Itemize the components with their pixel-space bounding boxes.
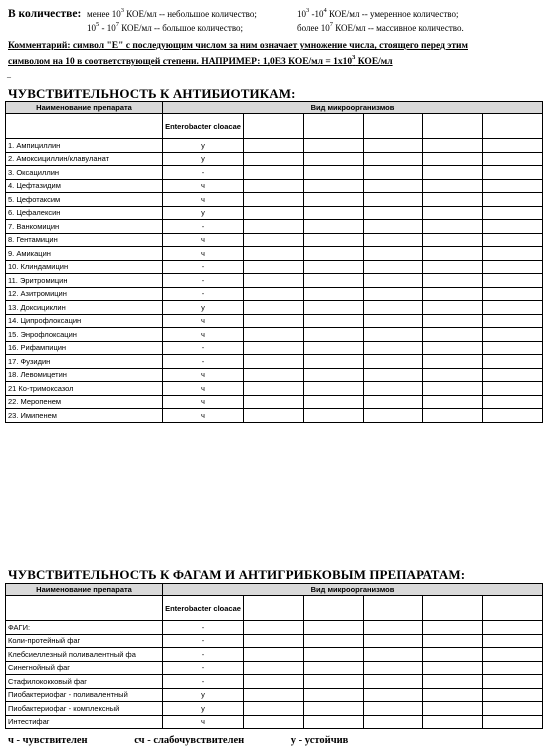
drug-name: 7. Ванкомицин xyxy=(6,220,163,234)
sensitivity-value: ч xyxy=(163,247,244,261)
drug-name: Клебсиеллезный поливалентный фа xyxy=(6,648,163,662)
table-row xyxy=(6,260,543,274)
empty-cell xyxy=(423,328,483,342)
table-row xyxy=(6,702,543,716)
drug-name: 9. Амикацин xyxy=(6,247,163,261)
empty-cell xyxy=(423,301,483,315)
table-row xyxy=(6,152,543,166)
table-row xyxy=(6,648,543,662)
empty-cell xyxy=(303,206,363,220)
empty-cell xyxy=(423,247,483,261)
legend-weak: сч - слабочувствителен xyxy=(134,735,245,746)
sensitivity-value: - xyxy=(163,341,244,355)
empty-cell xyxy=(303,355,363,369)
empty-cell xyxy=(303,395,363,409)
empty-cell xyxy=(483,648,543,662)
empty-cell xyxy=(423,233,483,247)
dash-mark: – xyxy=(7,72,11,81)
phages-title: ЧУВСТВИТЕЛЬНОСТЬ К ФАГАМ И АНТИГРИБКОВЫМ ПРЕПАРАТАМ: xyxy=(8,567,466,582)
empty-cell xyxy=(363,661,423,675)
empty-cell xyxy=(244,382,304,396)
empty-cell xyxy=(483,287,543,301)
empty-cell xyxy=(483,702,543,716)
empty-cell xyxy=(244,287,304,301)
drug-name: Синегнойный фаг xyxy=(6,661,163,675)
empty-cell xyxy=(244,114,304,139)
empty-cell xyxy=(363,301,423,315)
empty-cell xyxy=(303,220,363,234)
drug-name: Интестифаг xyxy=(6,715,163,729)
empty-cell xyxy=(303,287,363,301)
empty-cell xyxy=(303,661,363,675)
table-row xyxy=(6,368,543,382)
sensitivity-value: - xyxy=(163,274,244,288)
drug-name: 2. Амоксициллин/клавуланат xyxy=(6,152,163,166)
empty-cell xyxy=(303,233,363,247)
phages-table xyxy=(5,583,543,729)
empty-cell xyxy=(483,675,543,689)
empty-cell xyxy=(363,634,423,648)
empty-cell xyxy=(483,114,543,139)
empty-cell xyxy=(423,661,483,675)
empty-cell xyxy=(423,260,483,274)
empty-cell xyxy=(363,114,423,139)
empty-cell xyxy=(483,634,543,648)
drug-name: Пиобактериофаг - поливалентный xyxy=(6,688,163,702)
empty-cell xyxy=(483,247,543,261)
sensitivity-value: - xyxy=(163,287,244,301)
empty-cell xyxy=(244,634,304,648)
empty-cell xyxy=(303,596,363,621)
empty-cell xyxy=(363,596,423,621)
empty-cell xyxy=(303,368,363,382)
empty-cell xyxy=(6,114,163,139)
sensitivity-value: - xyxy=(163,621,244,635)
table-row xyxy=(6,328,543,342)
empty-cell xyxy=(423,382,483,396)
empty-cell xyxy=(483,409,543,423)
empty-cell xyxy=(244,233,304,247)
empty-cell xyxy=(363,675,423,689)
empty-cell xyxy=(363,688,423,702)
empty-cell xyxy=(423,166,483,180)
column-header-drug: Наименование препарата xyxy=(6,584,163,596)
empty-cell xyxy=(363,166,423,180)
table-row xyxy=(6,661,543,675)
table-row xyxy=(6,206,543,220)
empty-cell xyxy=(244,368,304,382)
empty-cell xyxy=(6,596,163,621)
antibiotics-title: ЧУВСТВИТЕЛЬНОСТЬ К АНТИБИОТИКАМ: xyxy=(8,86,296,101)
table-row xyxy=(6,193,543,207)
drug-name: 3. Оксациллин xyxy=(6,166,163,180)
empty-cell xyxy=(363,260,423,274)
comment xyxy=(8,40,543,68)
drug-name: 11. Эритромицин xyxy=(6,274,163,288)
empty-cell xyxy=(483,139,543,153)
empty-cell xyxy=(244,301,304,315)
empty-cell xyxy=(303,314,363,328)
empty-cell xyxy=(303,179,363,193)
empty-cell xyxy=(303,193,363,207)
empty-cell xyxy=(363,206,423,220)
quantity-line-massive: более $10^7$ КОЕ/мл -- массивное количество. xyxy=(297,21,464,33)
organism-name: Enterobacter cloacae xyxy=(163,114,244,139)
empty-cell xyxy=(363,274,423,288)
empty-cell xyxy=(363,328,423,342)
empty-cell xyxy=(483,166,543,180)
empty-cell xyxy=(303,409,363,423)
empty-cell xyxy=(423,152,483,166)
empty-cell xyxy=(363,395,423,409)
empty-cell xyxy=(303,166,363,180)
empty-cell xyxy=(363,702,423,716)
comment-line-2: символом на 10 в соответствующей степени. НАПРИМЕР: 1,0Е3 $КОЕ/мл = 1x10^3$ КОЕ/мл xyxy=(8,54,393,67)
drug-name: 23. Имипенем xyxy=(6,409,163,423)
legend-resistant: у - устойчив xyxy=(290,735,349,746)
table-row xyxy=(6,287,543,301)
empty-cell xyxy=(483,596,543,621)
sensitivity-value: ч xyxy=(163,382,244,396)
empty-cell xyxy=(483,274,543,288)
sensitivity-value: ч xyxy=(163,368,244,382)
empty-cell xyxy=(423,634,483,648)
quantity-line-small: менее $10^3$ КОЕ/мл -- небольшое количество; xyxy=(87,7,257,19)
empty-cell xyxy=(244,341,304,355)
organism-name: Enterobacter cloacae xyxy=(163,596,244,621)
empty-cell xyxy=(483,395,543,409)
empty-cell xyxy=(303,152,363,166)
empty-cell xyxy=(423,314,483,328)
empty-cell xyxy=(303,382,363,396)
empty-cell xyxy=(483,715,543,729)
empty-cell xyxy=(423,206,483,220)
sensitivity-value: у xyxy=(163,152,244,166)
empty-cell xyxy=(363,382,423,396)
empty-cell xyxy=(423,688,483,702)
empty-cell xyxy=(483,260,543,274)
empty-cell xyxy=(303,114,363,139)
drug-name: 22. Меропенем xyxy=(6,395,163,409)
empty-cell xyxy=(303,648,363,662)
table-row xyxy=(6,220,543,234)
empty-cell xyxy=(363,233,423,247)
comment-line-1: Комментарий: символ "Е" с последующим числом за ним означает умножение числа, стоящего перед этим xyxy=(8,41,468,51)
empty-cell xyxy=(423,395,483,409)
drug-name: 4. Цефтазидим xyxy=(6,179,163,193)
empty-cell xyxy=(423,702,483,716)
sensitivity-value: у xyxy=(163,702,244,716)
sensitivity-value: - xyxy=(163,220,244,234)
empty-cell xyxy=(303,274,363,288)
empty-cell xyxy=(363,368,423,382)
empty-cell xyxy=(244,260,304,274)
empty-cell xyxy=(363,621,423,635)
empty-cell xyxy=(363,193,423,207)
table-row xyxy=(6,688,543,702)
empty-cell xyxy=(423,341,483,355)
table-row xyxy=(6,314,543,328)
sensitivity-value: ч xyxy=(163,179,244,193)
sensitivity-value: - xyxy=(163,166,244,180)
drug-name: 17. Фузидин xyxy=(6,355,163,369)
column-header-organisms: Вид микроорганизмов xyxy=(163,102,543,114)
empty-cell xyxy=(483,301,543,315)
antibiotics-table xyxy=(5,101,543,423)
table-header-row xyxy=(6,102,543,114)
empty-cell xyxy=(483,661,543,675)
drug-name: 18. Левомицетин xyxy=(6,368,163,382)
table-header-row xyxy=(6,584,543,596)
empty-cell xyxy=(363,355,423,369)
empty-cell xyxy=(303,139,363,153)
sensitivity-value: ч xyxy=(163,233,244,247)
drug-name: 15. Энрофлоксацин xyxy=(6,328,163,342)
empty-cell xyxy=(303,715,363,729)
empty-cell xyxy=(244,355,304,369)
empty-cell xyxy=(244,328,304,342)
empty-cell xyxy=(244,648,304,662)
empty-cell xyxy=(244,314,304,328)
sensitivity-value: ч xyxy=(163,715,244,729)
drug-name: 10. Клиндамицин xyxy=(6,260,163,274)
sensitivity-value: ч xyxy=(163,193,244,207)
empty-cell xyxy=(423,596,483,621)
sensitivity-value: у xyxy=(163,688,244,702)
table-row xyxy=(6,675,543,689)
empty-cell xyxy=(244,688,304,702)
drug-name: 21 Ко-тримоксазол xyxy=(6,382,163,396)
empty-cell xyxy=(423,648,483,662)
empty-cell xyxy=(303,301,363,315)
sensitivity-value: у xyxy=(163,301,244,315)
empty-cell xyxy=(423,193,483,207)
empty-cell xyxy=(244,274,304,288)
sensitivity-value: у xyxy=(163,206,244,220)
empty-cell xyxy=(483,152,543,166)
empty-cell xyxy=(363,220,423,234)
table-row xyxy=(6,395,543,409)
drug-name: 1. Ампициллин xyxy=(6,139,163,153)
empty-cell xyxy=(363,179,423,193)
empty-cell xyxy=(483,220,543,234)
empty-cell xyxy=(244,206,304,220)
empty-cell xyxy=(244,193,304,207)
quantity-line-moderate: $10^3$ $-10^4$ КОЕ/мл -- умеренное количество; xyxy=(297,7,459,19)
empty-cell xyxy=(483,193,543,207)
empty-cell xyxy=(363,715,423,729)
empty-cell xyxy=(303,341,363,355)
empty-cell xyxy=(244,715,304,729)
empty-cell xyxy=(423,287,483,301)
drug-name: ФАГИ: xyxy=(6,621,163,635)
empty-cell xyxy=(423,675,483,689)
empty-cell xyxy=(483,341,543,355)
empty-cell xyxy=(423,179,483,193)
organism-header-row xyxy=(6,596,543,621)
table-row xyxy=(6,621,543,635)
table-row xyxy=(6,715,543,729)
empty-cell xyxy=(303,688,363,702)
empty-cell xyxy=(244,661,304,675)
sensitivity-value: - xyxy=(163,675,244,689)
empty-cell xyxy=(363,152,423,166)
sensitivity-value: - xyxy=(163,634,244,648)
empty-cell xyxy=(363,648,423,662)
empty-cell xyxy=(423,114,483,139)
table-row xyxy=(6,247,543,261)
empty-cell xyxy=(303,260,363,274)
legend-sensitive: ч - чувствителен xyxy=(8,735,88,746)
empty-cell xyxy=(483,233,543,247)
quantity-label: В количестве: xyxy=(8,8,82,20)
empty-cell xyxy=(244,621,304,635)
drug-name: 13. Доксициклин xyxy=(6,301,163,315)
sensitivity-value: ч xyxy=(163,395,244,409)
empty-cell xyxy=(363,314,423,328)
column-header-organisms: Вид микроорганизмов xyxy=(163,584,543,596)
empty-cell xyxy=(244,702,304,716)
table-row xyxy=(6,382,543,396)
empty-cell xyxy=(244,179,304,193)
drug-name: 8. Гентамицин xyxy=(6,233,163,247)
empty-cell xyxy=(303,247,363,261)
drug-name: 14. Ципрофлоксацин xyxy=(6,314,163,328)
drug-name: Стафилококковый фаг xyxy=(6,675,163,689)
empty-cell xyxy=(483,314,543,328)
empty-cell xyxy=(244,675,304,689)
table-row xyxy=(6,139,543,153)
table-row xyxy=(6,301,543,315)
empty-cell xyxy=(244,395,304,409)
empty-cell xyxy=(303,702,363,716)
empty-cell xyxy=(244,139,304,153)
sensitivity-value: ч xyxy=(163,314,244,328)
empty-cell xyxy=(423,274,483,288)
empty-cell xyxy=(423,368,483,382)
empty-cell xyxy=(423,409,483,423)
drug-name: Коли-протейный фаг xyxy=(6,634,163,648)
table-row xyxy=(6,166,543,180)
organism-header-row xyxy=(6,114,543,139)
sensitivity-value: - xyxy=(163,648,244,662)
table-row xyxy=(6,274,543,288)
empty-cell xyxy=(363,287,423,301)
drug-name: 16. Рифампицин xyxy=(6,341,163,355)
empty-cell xyxy=(244,220,304,234)
sensitivity-value: - xyxy=(163,260,244,274)
table-row xyxy=(6,634,543,648)
sensitivity-value: - xyxy=(163,661,244,675)
empty-cell xyxy=(303,328,363,342)
sensitivity-value: у xyxy=(163,139,244,153)
sensitivity-value: ч xyxy=(163,409,244,423)
sensitivity-value: ч xyxy=(163,328,244,342)
sensitivity-value: - xyxy=(163,355,244,369)
empty-cell xyxy=(363,409,423,423)
drug-name: 12. Азитромицин xyxy=(6,287,163,301)
empty-cell xyxy=(483,328,543,342)
empty-cell xyxy=(244,596,304,621)
table-row xyxy=(6,233,543,247)
drug-name: 5. Цефотаксим xyxy=(6,193,163,207)
empty-cell xyxy=(363,341,423,355)
table-row xyxy=(6,179,543,193)
drug-name: Пиобактериофаг - комплексный xyxy=(6,702,163,716)
table-row xyxy=(6,341,543,355)
empty-cell xyxy=(303,634,363,648)
empty-cell xyxy=(483,382,543,396)
drug-name: 6. Цефалексин xyxy=(6,206,163,220)
empty-cell xyxy=(483,368,543,382)
legend xyxy=(8,735,392,746)
empty-cell xyxy=(423,139,483,153)
empty-cell xyxy=(423,355,483,369)
empty-cell xyxy=(303,675,363,689)
table-row xyxy=(6,409,543,423)
empty-cell xyxy=(483,206,543,220)
empty-cell xyxy=(244,409,304,423)
empty-cell xyxy=(423,220,483,234)
empty-cell xyxy=(423,715,483,729)
empty-cell xyxy=(483,688,543,702)
empty-cell xyxy=(244,247,304,261)
empty-cell xyxy=(483,621,543,635)
empty-cell xyxy=(303,621,363,635)
quantity-line-large: $10^5 - 10^7$ КОЕ/мл -- большое количество; xyxy=(87,21,244,33)
empty-cell xyxy=(423,621,483,635)
table-row xyxy=(6,355,543,369)
column-header-drug: Наименование препарата xyxy=(6,102,163,114)
empty-cell xyxy=(483,355,543,369)
empty-cell xyxy=(244,152,304,166)
empty-cell xyxy=(483,179,543,193)
empty-cell xyxy=(363,247,423,261)
empty-cell xyxy=(244,166,304,180)
empty-cell xyxy=(363,139,423,153)
